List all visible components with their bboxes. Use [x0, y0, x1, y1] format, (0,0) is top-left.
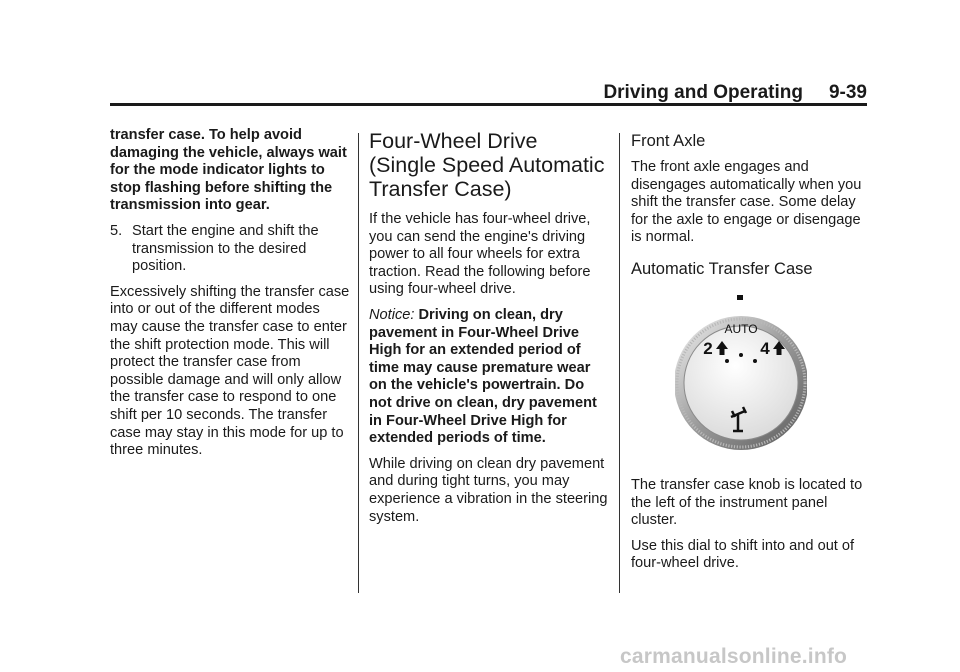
- front-axle-paragraph: The front axle engages and disengages automatically when you shift the transfer case. Some delay for the axle to engage or disengage is normal.: [631, 159, 862, 246]
- column-1: [110, 127, 350, 468]
- page-number: 9-39: [828, 82, 867, 103]
- two-wheel-label: 2: [703, 338, 713, 358]
- intro-paragraph: If the vehicle has four-wheel drive, you can send the engine's driving power to all four wheels for extra traction. Read the following before using four-wheel drive.: [369, 211, 591, 298]
- dial-usage-paragraph: Use this dial to shift into and out of four-wheel drive.: [631, 537, 855, 572]
- vibration-paragraph: While driving on clean dry pavement and during tight turns, you may experience a vibration in the steering system.: [369, 455, 608, 525]
- header-rule: [110, 103, 867, 106]
- step-5: [110, 223, 350, 276]
- notice-label: Notice:: [369, 306, 415, 323]
- watermark: carmanualsonline.info: [620, 645, 848, 668]
- auto-label: AUTO: [724, 321, 758, 336]
- notice-text: Driving on clean, dry pavement in Four-Wheel Drive High for an extended period of time may cause premature wear on the vehicle's powertrain. Do not drive on clean, dry pavement in Four-Wheel Drive High for extended periods of time.: [369, 306, 597, 447]
- notice-paragraph: [369, 307, 609, 448]
- warning-continuation: transfer case. To help avoid damaging the vehicle, always wait for the mode indicator lights to stop flashing before shifting the transmission into gear.: [110, 127, 347, 214]
- section-heading: Four-Wheel Drive (Single Speed Automatic Transfer Case): [369, 129, 605, 201]
- column-divider-2: [619, 133, 620, 593]
- column-divider-1: [358, 133, 359, 593]
- page-header: [110, 83, 867, 103]
- four-wheel-label: 4: [760, 338, 770, 358]
- step-text: Start the engine and shift the transmission to the desired position.: [132, 222, 319, 275]
- section-title: Driving and Operating: [603, 82, 803, 103]
- step-number: 5.: [110, 222, 123, 239]
- column-3: [631, 131, 871, 581]
- knob-location-paragraph: The transfer case knob is located to the left of the instrument panel cluster.: [631, 476, 863, 529]
- front-axle-heading: Front Axle: [631, 132, 706, 150]
- auto-transfer-heading: Automatic Transfer Case: [631, 259, 813, 278]
- transfer-case-knob-icon: [675, 293, 807, 463]
- shift-protection-paragraph: Excessively shifting the transfer case into or out of the different modes may cause the transfer case to enter the shift protection mode. This will protect the transfer case from possible damage and will only allow the transfer case to respond to one shift per 10 seconds. The transfer case may stay in this mode for up to three minutes.: [110, 283, 350, 459]
- column-2: [369, 129, 609, 534]
